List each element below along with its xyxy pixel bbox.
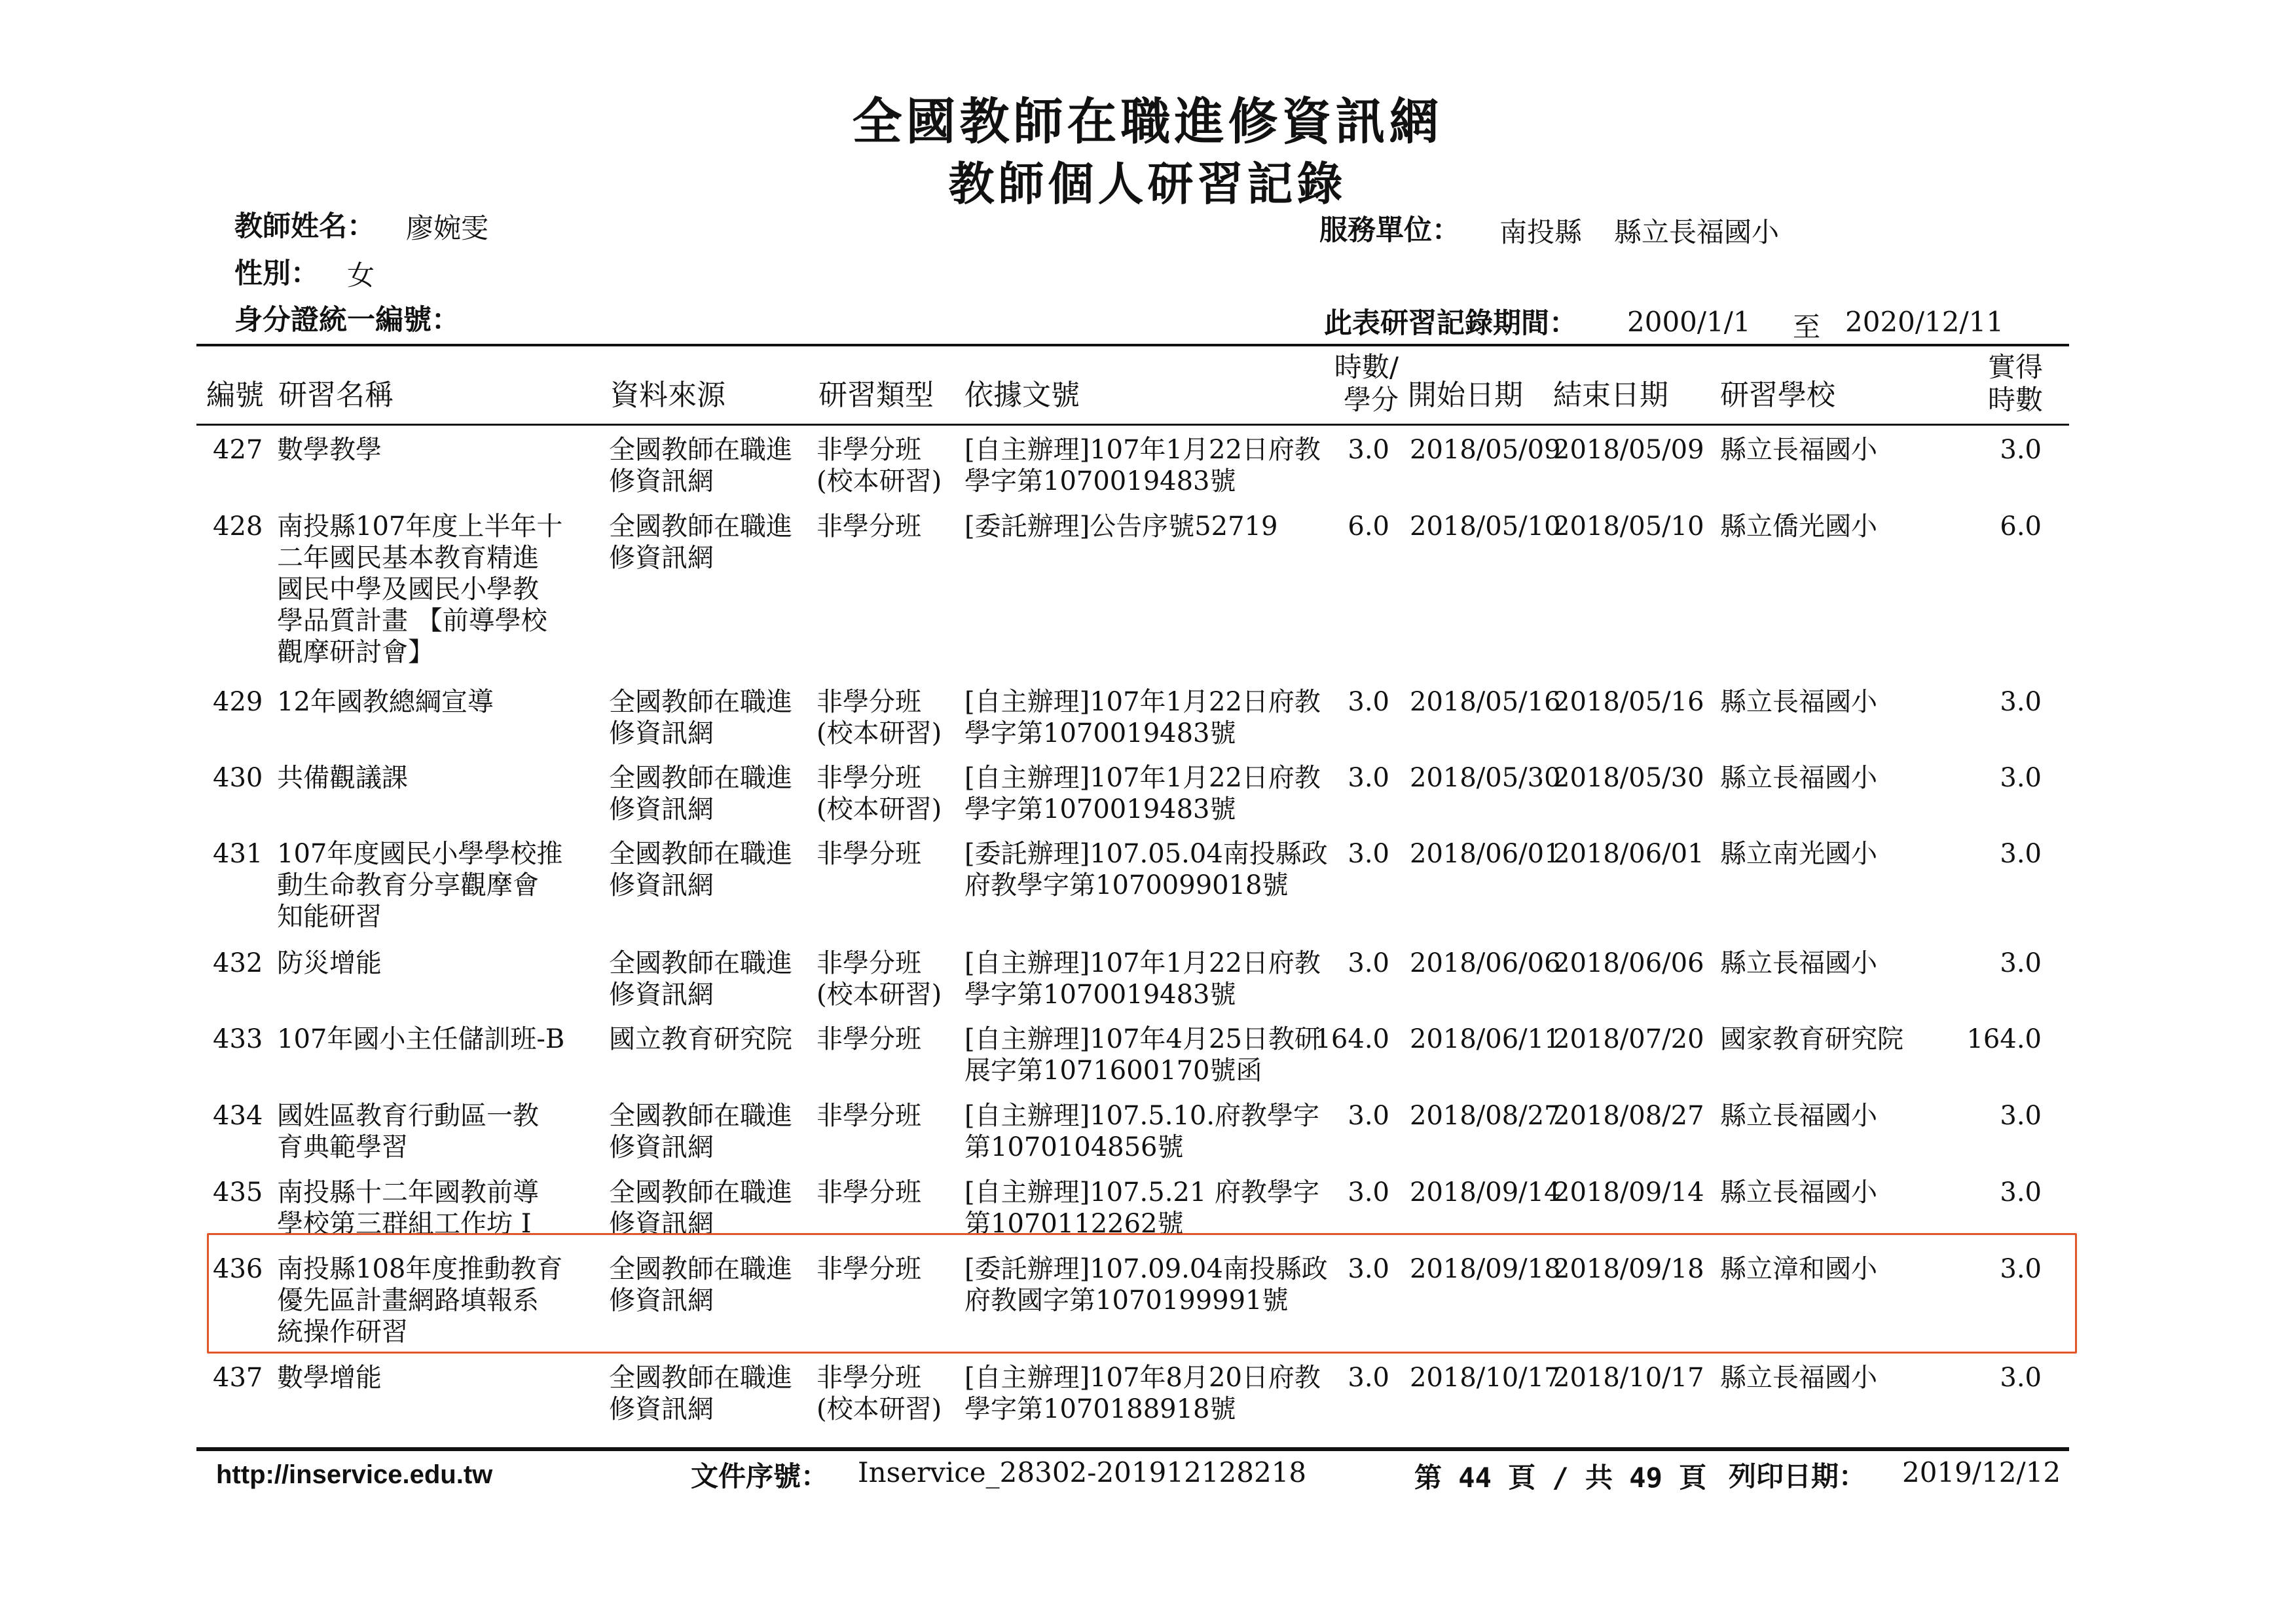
cell-name: 共備觀議課 bbox=[277, 763, 408, 793]
cell-end: 2018/05/30 bbox=[1553, 763, 1704, 793]
cell-start: 2018/06/06 bbox=[1410, 948, 1561, 978]
table-top-rule bbox=[196, 344, 2069, 346]
cell-source: 全國教師在職進 bbox=[609, 1254, 792, 1284]
cell-end: 2018/06/01 bbox=[1553, 839, 1704, 869]
gender-label: 性別： bbox=[234, 257, 319, 290]
cell-source: 全國教師在職進 bbox=[609, 687, 792, 717]
cell-name: 南投縣108年度推動教育 bbox=[277, 1254, 563, 1284]
col-header-hours bbox=[1310, 351, 1399, 416]
cell-no: 427 bbox=[213, 435, 263, 465]
cell-source: 修資訊網 bbox=[609, 466, 714, 496]
cell-type: 非學分班 bbox=[817, 948, 921, 978]
col-header-hours-line2: 學分 bbox=[1343, 384, 1399, 416]
cell-name: 12年國教總綱宣導 bbox=[277, 687, 494, 717]
cell-type: 非學分班 bbox=[817, 687, 921, 717]
cell-no: 435 bbox=[213, 1177, 263, 1208]
cell-doc: 第1070112262號 bbox=[964, 1209, 1184, 1239]
cell-end: 2018/05/10 bbox=[1553, 511, 1704, 542]
cell-source: 修資訊網 bbox=[609, 543, 714, 573]
cell-no: 434 bbox=[213, 1101, 263, 1131]
cell-actual: 3.0 bbox=[2000, 1101, 2042, 1131]
cell-doc: 學字第1070019483號 bbox=[964, 980, 1236, 1010]
cell-actual: 3.0 bbox=[2000, 763, 2042, 793]
col-header-hours-line1: 時數/ bbox=[1334, 351, 1399, 383]
page-subtitle: 教師個人研習記錄 bbox=[948, 157, 1347, 211]
print-date: 2019/12/12 bbox=[1902, 1456, 2061, 1488]
col-header-doc: 依據文號 bbox=[964, 378, 1080, 412]
cell-type: (校本研習) bbox=[817, 718, 942, 748]
doc-no: Inservice_28302-201912128218 bbox=[858, 1456, 1307, 1488]
cell-actual: 3.0 bbox=[2000, 839, 2042, 869]
cell-end: 2018/09/18 bbox=[1553, 1254, 1704, 1284]
cell-hours: 3.0 bbox=[1348, 1177, 1389, 1208]
col-header-actual-line2: 時數 bbox=[1987, 384, 2043, 416]
cell-doc: [自主辦理]107年1月22日府教 bbox=[964, 763, 1321, 793]
col-header-end: 結束日期 bbox=[1553, 378, 1668, 412]
cell-start: 2018/10/17 bbox=[1410, 1363, 1561, 1393]
cell-no: 436 bbox=[213, 1254, 263, 1284]
cell-source: 修資訊網 bbox=[609, 980, 714, 1010]
cell-source: 國立教育研究院 bbox=[609, 1024, 792, 1054]
cell-hours: 3.0 bbox=[1348, 1363, 1389, 1393]
cell-school: 縣立長福國小 bbox=[1720, 687, 1877, 717]
cell-school: 國家教育研究院 bbox=[1720, 1024, 1903, 1054]
cell-source: 全國教師在職進 bbox=[609, 511, 792, 542]
table-bottom-rule bbox=[196, 1447, 2069, 1451]
cell-source: 全國教師在職進 bbox=[609, 1363, 792, 1393]
cell-hours: 3.0 bbox=[1348, 687, 1389, 717]
cell-type: (校本研習) bbox=[817, 1394, 942, 1424]
id-label: 身分證統一編號： bbox=[234, 304, 460, 337]
cell-start: 2018/09/14 bbox=[1410, 1177, 1561, 1208]
cell-end: 2018/05/09 bbox=[1553, 435, 1704, 465]
cell-start: 2018/06/11 bbox=[1410, 1024, 1561, 1054]
cell-name: 動生命教育分享觀摩會 bbox=[277, 870, 539, 900]
cell-no: 430 bbox=[213, 763, 263, 793]
cell-school: 縣立長福國小 bbox=[1720, 1363, 1877, 1393]
teacher-name: 廖婉雯 bbox=[406, 212, 489, 244]
cell-type: (校本研習) bbox=[817, 980, 942, 1010]
cell-doc: [自主辦理]107年8月20日府教 bbox=[964, 1363, 1321, 1393]
cell-source: 修資訊網 bbox=[609, 1285, 714, 1316]
cell-type: 非學分班 bbox=[817, 1024, 921, 1054]
cell-name: 數學增能 bbox=[277, 1363, 382, 1393]
cell-hours: 164.0 bbox=[1314, 1024, 1389, 1054]
cell-name: 知能研習 bbox=[277, 902, 382, 932]
cell-doc: [自主辦理]107年1月22日府教 bbox=[964, 435, 1321, 465]
cell-name: 107年度國民小學學校推 bbox=[277, 839, 563, 869]
highlight-box bbox=[207, 1233, 2077, 1354]
cell-hours: 3.0 bbox=[1348, 763, 1389, 793]
col-header-no: 編號 bbox=[206, 378, 264, 412]
cell-doc: 展字第1071600170號函 bbox=[964, 1056, 1262, 1086]
cell-name: 學校第三群組工作坊 I bbox=[277, 1209, 532, 1239]
cell-source: 全國教師在職進 bbox=[609, 1177, 792, 1208]
cell-no: 437 bbox=[213, 1363, 263, 1393]
name-label: 教師姓名： bbox=[234, 210, 375, 243]
cell-doc: [委託辦理]公告序號52719 bbox=[964, 511, 1278, 542]
unit-school: 縣立長福國小 bbox=[1614, 216, 1780, 248]
cell-name: 南投縣十二年國教前導 bbox=[277, 1177, 539, 1208]
cell-doc: [自主辦理]107年1月22日府教 bbox=[964, 687, 1321, 717]
col-header-type: 研習類型 bbox=[818, 378, 934, 412]
col-header-actual-line1: 實得 bbox=[1987, 351, 2043, 383]
cell-end: 2018/07/20 bbox=[1553, 1024, 1704, 1054]
cell-hours: 3.0 bbox=[1348, 1254, 1389, 1284]
col-header-school: 研習學校 bbox=[1720, 378, 1835, 412]
cell-name: 南投縣107年度上半年十 bbox=[277, 511, 563, 542]
cell-actual: 3.0 bbox=[2000, 1177, 2042, 1208]
cell-no: 429 bbox=[213, 687, 263, 717]
cell-source: 全國教師在職進 bbox=[609, 839, 792, 869]
cell-school: 縣立長福國小 bbox=[1720, 763, 1877, 793]
cell-type: 非學分班 bbox=[817, 1177, 921, 1208]
page-title: 全國教師在職進修資訊網 bbox=[852, 92, 1443, 151]
cell-type: 非學分班 bbox=[817, 839, 921, 869]
cell-end: 2018/09/14 bbox=[1553, 1177, 1704, 1208]
cell-no: 431 bbox=[213, 839, 263, 869]
period-end: 2020/12/11 bbox=[1845, 306, 2004, 338]
cell-actual: 3.0 bbox=[2000, 948, 2042, 978]
cell-source: 全國教師在職進 bbox=[609, 763, 792, 793]
cell-type: 非學分班 bbox=[817, 763, 921, 793]
cell-name: 觀摩研討會】 bbox=[277, 637, 434, 667]
cell-start: 2018/05/30 bbox=[1410, 763, 1561, 793]
cell-actual: 3.0 bbox=[2000, 435, 2042, 465]
cell-end: 2018/08/27 bbox=[1553, 1101, 1704, 1131]
cell-source: 修資訊網 bbox=[609, 794, 714, 824]
footer-url: http://inservice.edu.tw bbox=[216, 1460, 493, 1489]
unit-county: 南投縣 bbox=[1499, 216, 1583, 248]
cell-doc: [委託辦理]107.09.04南投縣政 bbox=[964, 1254, 1328, 1284]
cell-end: 2018/10/17 bbox=[1553, 1363, 1704, 1393]
cell-end: 2018/05/16 bbox=[1553, 687, 1704, 717]
cell-hours: 3.0 bbox=[1348, 839, 1389, 869]
cell-actual: 3.0 bbox=[2000, 687, 2042, 717]
cell-source: 修資訊網 bbox=[609, 1394, 714, 1424]
cell-end: 2018/06/06 bbox=[1553, 948, 1704, 978]
cell-source: 全國教師在職進 bbox=[609, 1101, 792, 1131]
cell-actual: 6.0 bbox=[2000, 511, 2042, 542]
page-indicator: 第 44 頁 / 共 49 頁 bbox=[1414, 1462, 1707, 1494]
cell-source: 修資訊網 bbox=[609, 1209, 714, 1239]
cell-name: 國民中學及國民小學教 bbox=[277, 574, 539, 604]
cell-start: 2018/09/18 bbox=[1410, 1254, 1561, 1284]
col-header-start: 開始日期 bbox=[1408, 378, 1523, 412]
cell-actual: 3.0 bbox=[2000, 1363, 2042, 1393]
cell-no: 428 bbox=[213, 511, 263, 542]
cell-school: 縣立長福國小 bbox=[1720, 948, 1877, 978]
cell-name: 107年國小主任儲訓班-B bbox=[277, 1024, 565, 1054]
cell-actual: 3.0 bbox=[2000, 1254, 2042, 1284]
cell-doc: 學字第1070019483號 bbox=[964, 794, 1236, 824]
cell-type: 非學分班 bbox=[817, 1254, 921, 1284]
cell-doc: 學字第1070019483號 bbox=[964, 466, 1236, 496]
cell-school: 縣立長福國小 bbox=[1720, 1177, 1877, 1208]
cell-doc: 學字第1070188918號 bbox=[964, 1394, 1236, 1424]
period-start: 2000/1/1 bbox=[1627, 306, 1751, 338]
cell-hours: 3.0 bbox=[1348, 948, 1389, 978]
teacher-gender: 女 bbox=[347, 259, 375, 291]
cell-name: 統操作研習 bbox=[277, 1317, 408, 1347]
cell-start: 2018/05/16 bbox=[1410, 687, 1561, 717]
cell-no: 432 bbox=[213, 948, 263, 978]
cell-type: 非學分班 bbox=[817, 435, 921, 465]
period-label: 此表研習記錄期間： bbox=[1324, 307, 1577, 340]
cell-type: (校本研習) bbox=[817, 794, 942, 824]
col-header-actual bbox=[1964, 351, 2043, 416]
cell-type: (校本研習) bbox=[817, 466, 942, 496]
cell-source: 修資訊網 bbox=[609, 870, 714, 900]
unit-label: 服務單位： bbox=[1319, 214, 1460, 247]
cell-doc: [自主辦理]107.5.10.府教學字 bbox=[964, 1101, 1320, 1131]
cell-type: 非學分班 bbox=[817, 1363, 921, 1393]
cell-doc: 第1070104856號 bbox=[964, 1132, 1184, 1162]
period-to: 至 bbox=[1793, 311, 1821, 343]
cell-start: 2018/08/27 bbox=[1410, 1101, 1561, 1131]
cell-school: 縣立長福國小 bbox=[1720, 1101, 1877, 1131]
cell-hours: 3.0 bbox=[1348, 1101, 1389, 1131]
cell-name: 育典範學習 bbox=[277, 1132, 408, 1162]
cell-doc: [自主辦理]107年1月22日府教 bbox=[964, 948, 1321, 978]
cell-actual: 164.0 bbox=[1966, 1024, 2042, 1054]
print-date-label: 列印日期： bbox=[1729, 1460, 1867, 1492]
cell-name: 二年國民基本教育精進 bbox=[277, 543, 539, 573]
cell-school: 縣立僑光國小 bbox=[1720, 511, 1877, 542]
cell-source: 修資訊網 bbox=[609, 1132, 714, 1162]
cell-name: 優先區計畫網路填報系 bbox=[277, 1285, 539, 1316]
cell-name: 學品質計畫 【前導學校 bbox=[277, 606, 547, 636]
cell-doc: [委託辦理]107.05.04南投縣政 bbox=[964, 839, 1328, 869]
cell-source: 全國教師在職進 bbox=[609, 948, 792, 978]
col-header-name: 研習名稱 bbox=[278, 378, 394, 412]
cell-doc: 府教學字第1070099018號 bbox=[964, 870, 1289, 900]
cell-doc: [自主辦理]107.5.21 府教學字 bbox=[964, 1177, 1320, 1208]
cell-name: 國姓區教育行動區一教 bbox=[277, 1101, 539, 1131]
cell-type: 非學分班 bbox=[817, 1101, 921, 1131]
cell-hours: 3.0 bbox=[1348, 435, 1389, 465]
table-header-rule bbox=[196, 424, 2069, 426]
cell-name: 防災增能 bbox=[277, 948, 382, 978]
cell-name: 數學教學 bbox=[277, 435, 382, 465]
cell-no: 433 bbox=[213, 1024, 263, 1054]
cell-school: 縣立漳和國小 bbox=[1720, 1254, 1877, 1284]
cell-hours: 6.0 bbox=[1348, 511, 1389, 542]
doc-no-label: 文件序號： bbox=[691, 1460, 829, 1492]
cell-doc: 學字第1070019483號 bbox=[964, 718, 1236, 748]
cell-type: 非學分班 bbox=[817, 511, 921, 542]
cell-doc: [自主辦理]107年4月25日教研 bbox=[964, 1024, 1321, 1054]
cell-start: 2018/05/09 bbox=[1410, 435, 1561, 465]
cell-start: 2018/06/01 bbox=[1410, 839, 1561, 869]
cell-school: 縣立南光國小 bbox=[1720, 839, 1877, 869]
cell-school: 縣立長福國小 bbox=[1720, 435, 1877, 465]
cell-source: 修資訊網 bbox=[609, 718, 714, 748]
cell-source: 全國教師在職進 bbox=[609, 435, 792, 465]
col-header-source: 資料來源 bbox=[610, 378, 725, 412]
cell-doc: 府教國字第1070199991號 bbox=[964, 1285, 1289, 1316]
cell-start: 2018/05/10 bbox=[1410, 511, 1561, 542]
